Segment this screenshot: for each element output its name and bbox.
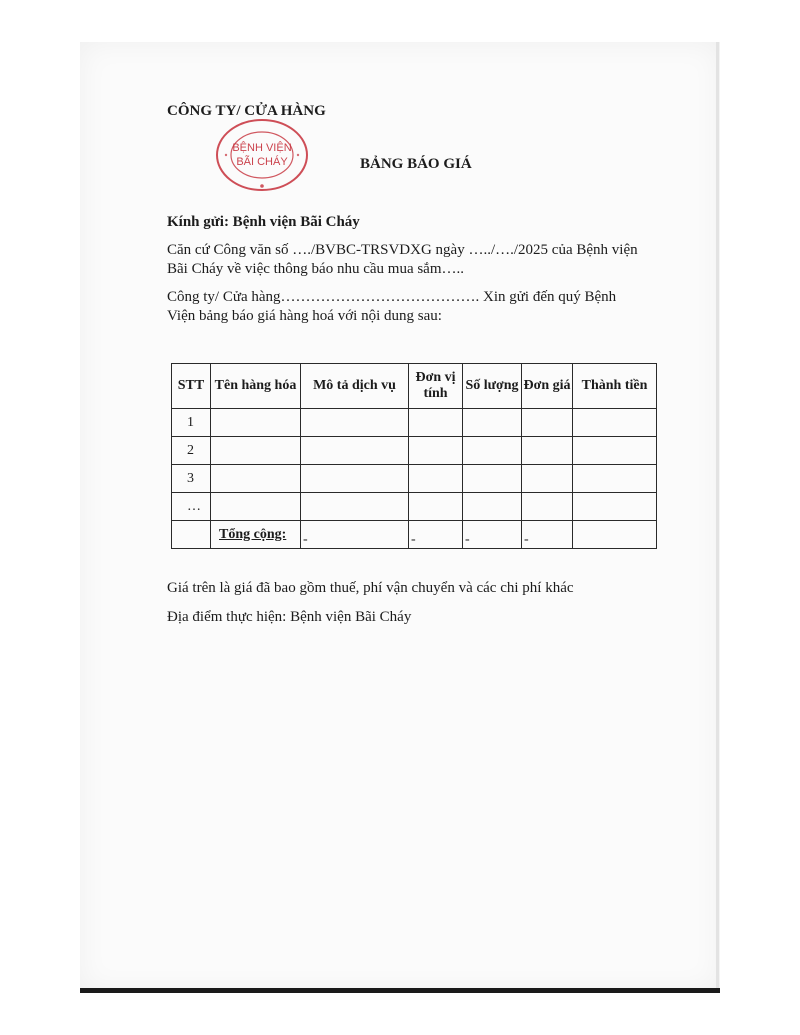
- table-cell: [301, 493, 409, 521]
- company-label: CÔNG TY/ CỬA HÀNG: [167, 103, 326, 119]
- reference-paragraph: Căn cứ Công văn số …./BVBC-TRSVDXG ngày …../…./2025 của Bệnh viện Bãi Cháy về việc thông báo nhu cầu mua sắm…..: [167, 242, 638, 277]
- row-number: …: [172, 493, 211, 521]
- table-header-row: [172, 364, 657, 409]
- table-cell: [211, 437, 301, 465]
- table-cell: [301, 409, 409, 437]
- col-amount: Thành tiền: [573, 364, 657, 409]
- table-row: [172, 409, 657, 437]
- table-cell: [301, 465, 409, 493]
- total-row: [172, 521, 657, 549]
- table-cell: [463, 493, 522, 521]
- col-unit-price: Đơn giá: [522, 364, 573, 409]
- table-cell: [573, 493, 657, 521]
- table-row: [172, 465, 657, 493]
- table-cell: [522, 409, 573, 437]
- stamp-line2: BÃI CHÁY: [236, 156, 288, 168]
- total-dash: -: [301, 521, 409, 549]
- table-cell: [522, 493, 573, 521]
- document-title: BẢNG BÁO GIÁ: [360, 156, 472, 172]
- scan-border: [80, 988, 720, 993]
- table-cell: [211, 465, 301, 493]
- table-cell: [522, 465, 573, 493]
- page-edge: [716, 42, 719, 992]
- table-cell: [301, 437, 409, 465]
- quote-table: [171, 363, 657, 549]
- col-description: Mô tả dịch vụ: [301, 364, 409, 409]
- table-cell: [211, 409, 301, 437]
- table-cell: [573, 437, 657, 465]
- table-cell: [573, 521, 657, 549]
- row-number: 3: [172, 465, 211, 493]
- table-cell: [463, 409, 522, 437]
- hospital-stamp: [212, 115, 312, 195]
- location-note: Địa điểm thực hiện: Bệnh viện Bãi Cháy: [167, 609, 412, 625]
- total-dash: -: [522, 521, 573, 549]
- row-number: 2: [172, 437, 211, 465]
- table-cell: [463, 437, 522, 465]
- table-cell: [409, 465, 463, 493]
- table-cell: [522, 437, 573, 465]
- total-dash: -: [409, 521, 463, 549]
- table-cell: [573, 465, 657, 493]
- table-cell: [172, 521, 211, 549]
- table-cell: [463, 465, 522, 493]
- table-cell: [573, 409, 657, 437]
- intro-paragraph: Công ty/ Cửa hàng…………………………………. Xin gửi đến quý Bệnh Viện bảng báo giá hàng hoá với nội dung sau:: [167, 289, 617, 324]
- price-note: Giá trên là giá đã bao gồm thuế, phí vận chuyển và các chi phí khác: [167, 580, 574, 596]
- total-label: Tổng cộng:: [211, 521, 301, 549]
- stamp-line1: BỆNH VIỆN: [232, 142, 292, 154]
- row-number: 1: [172, 409, 211, 437]
- table-row: [172, 437, 657, 465]
- table-row: [172, 493, 657, 521]
- table-cell: [409, 409, 463, 437]
- col-unit: Đơn vị tính: [409, 364, 463, 409]
- col-quantity: Số lượng: [463, 364, 522, 409]
- table-cell: [409, 437, 463, 465]
- col-stt: STT: [172, 364, 211, 409]
- total-dash: -: [463, 521, 522, 549]
- col-item-name: Tên hàng hóa: [211, 364, 301, 409]
- table-cell: [409, 493, 463, 521]
- greeting: Kính gửi: Bệnh viện Bãi Cháy: [167, 214, 360, 230]
- table-cell: [211, 493, 301, 521]
